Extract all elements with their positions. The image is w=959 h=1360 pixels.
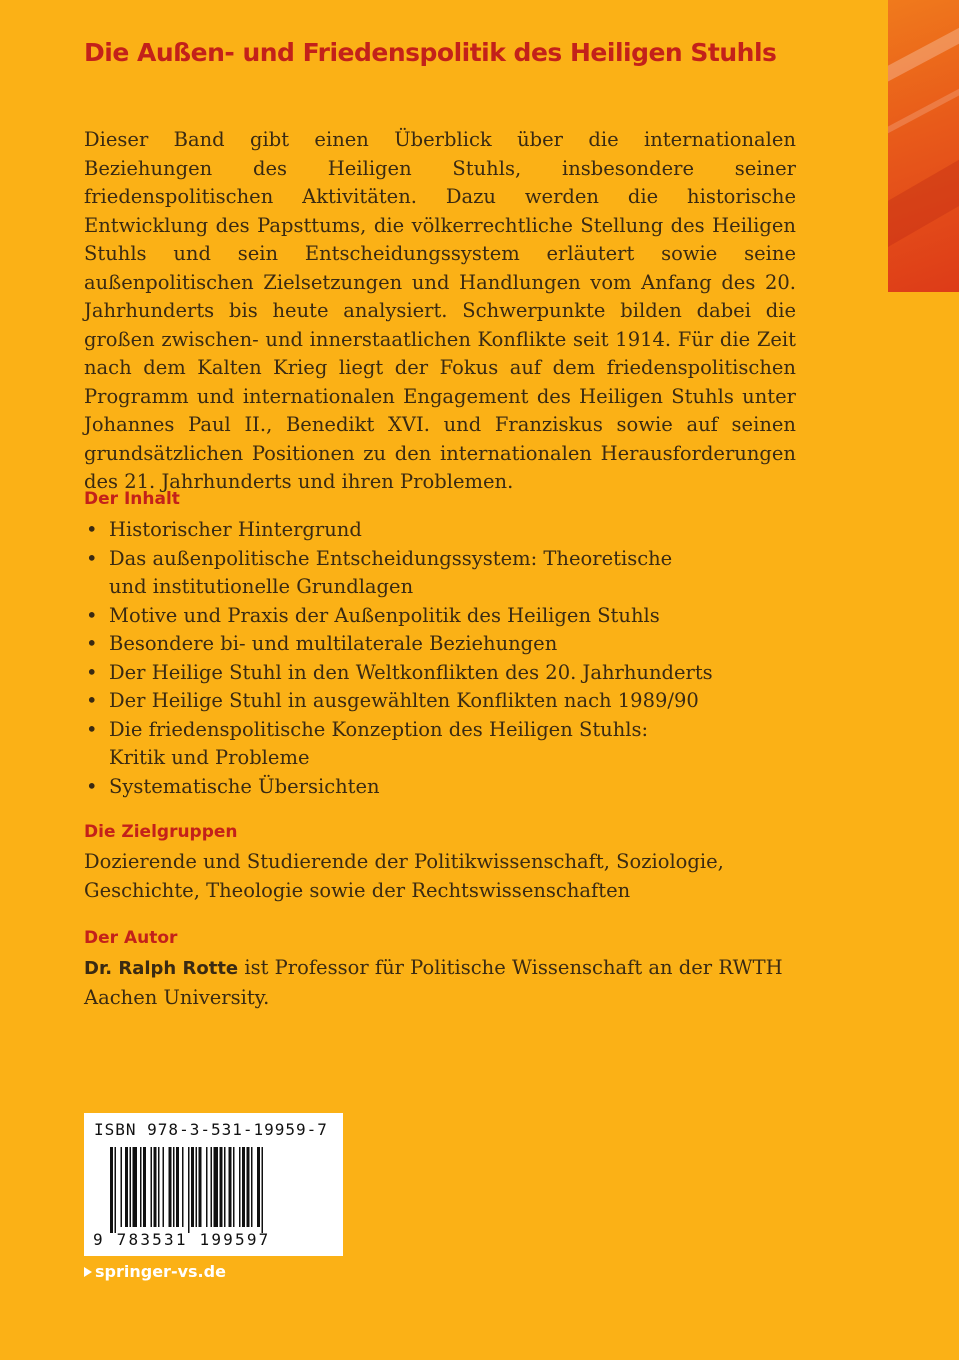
bullet-icon: •	[86, 546, 98, 570]
target-group-text: Dozierende und Studierende der Politikwissenschaft, Soziologie, Geschichte, Theologie sowie der Rechtswissenschaften	[84, 850, 724, 902]
list-item: • Das außenpolitische Entscheidungssystem: Theoretische und institutionelle Grundlagen	[86, 546, 673, 598]
bullet-icon: •	[86, 660, 98, 684]
list-item: • Motive und Praxis der Außenpolitik des Heiligen Stuhls	[84, 602, 824, 631]
bullet-icon: •	[86, 774, 98, 798]
bullet-icon: •	[86, 603, 98, 627]
list-item: • Historischer Hintergrund	[84, 516, 824, 545]
bullet-icon: •	[86, 689, 98, 712]
list-item: • Systematische Übersichten	[84, 773, 824, 802]
target-group-heading: Die Zielgruppen	[84, 822, 238, 842]
contents-heading: Der Inhalt	[84, 489, 180, 509]
barcode-digits: 9 783531 199597	[93, 1230, 271, 1249]
author-bio-text: ist Professor für Politische Wissenschaft an der RWTH Aachen University.	[84, 956, 783, 1009]
list-item: • Die friedenspolitische Konzeption des Heiligen Stuhls: Kritik und Probleme	[86, 717, 649, 769]
play-arrow-icon	[84, 1267, 92, 1277]
barcode-icon	[110, 1147, 320, 1233]
publisher-website-link[interactable]	[84, 1262, 226, 1281]
author-bio	[84, 954, 796, 1012]
book-description: Dieser Band gibt einen Überblick über die internationalen Beziehungen des Heiligen Stuhls, insbesondere seiner friedenspolitischen Aktivitäten. Dazu werden die historische Entwicklung des Papsttums, die völkerrechtliche Stellung des Heiligen Stuhls und sein Entscheidungssystem erläutert sowie seine außenpolitischen Zielsetzungen und Handlungen vom Anfang des 20. Jahrhunderts bis heute analysiert. Schwerpunkte bilden dabei die großen zwischen- und innerstaatlichen Konflikte seit 1914. Für die Zeit nach dem Kalten Krieg liegt der Fokus auf dem friedenspolitischen Programm und internationalen Engagement des Heiligen Stuhls unter Johannes Paul II., Benedikt XVI. und Franziskus sowie auf seinen grundsätzlichen Positionen zu den internationalen Herausforderungen des 21. Jahrhunderts und ihren Problemen.	[84, 128, 796, 493]
decorative-corner-panel	[888, 0, 959, 292]
website-label: springer-vs.de	[95, 1262, 226, 1281]
isbn-barcode-box	[84, 1113, 343, 1256]
bullet-icon: •	[86, 518, 98, 541]
bullet-icon: •	[86, 717, 98, 741]
list-item: • Der Heilige Stuhl in ausgewählten Konflikten nach 1989/90	[84, 687, 824, 716]
bullet-icon: •	[86, 632, 98, 655]
contents-list	[84, 516, 824, 801]
book-title: Die Außen- und Friedenspolitik des Heiligen Stuhls	[84, 38, 777, 67]
list-item: • Der Heilige Stuhl in den Weltkonflikten des 20. Jahrhunderts	[84, 659, 824, 688]
isbn-label: ISBN 978-3-531-19959-7	[94, 1120, 328, 1139]
author-heading: Der Autor	[84, 928, 178, 948]
author-name: Dr. Ralph Rotte	[84, 958, 239, 979]
list-item: • Besondere bi- und multilaterale Beziehungen	[84, 630, 824, 659]
